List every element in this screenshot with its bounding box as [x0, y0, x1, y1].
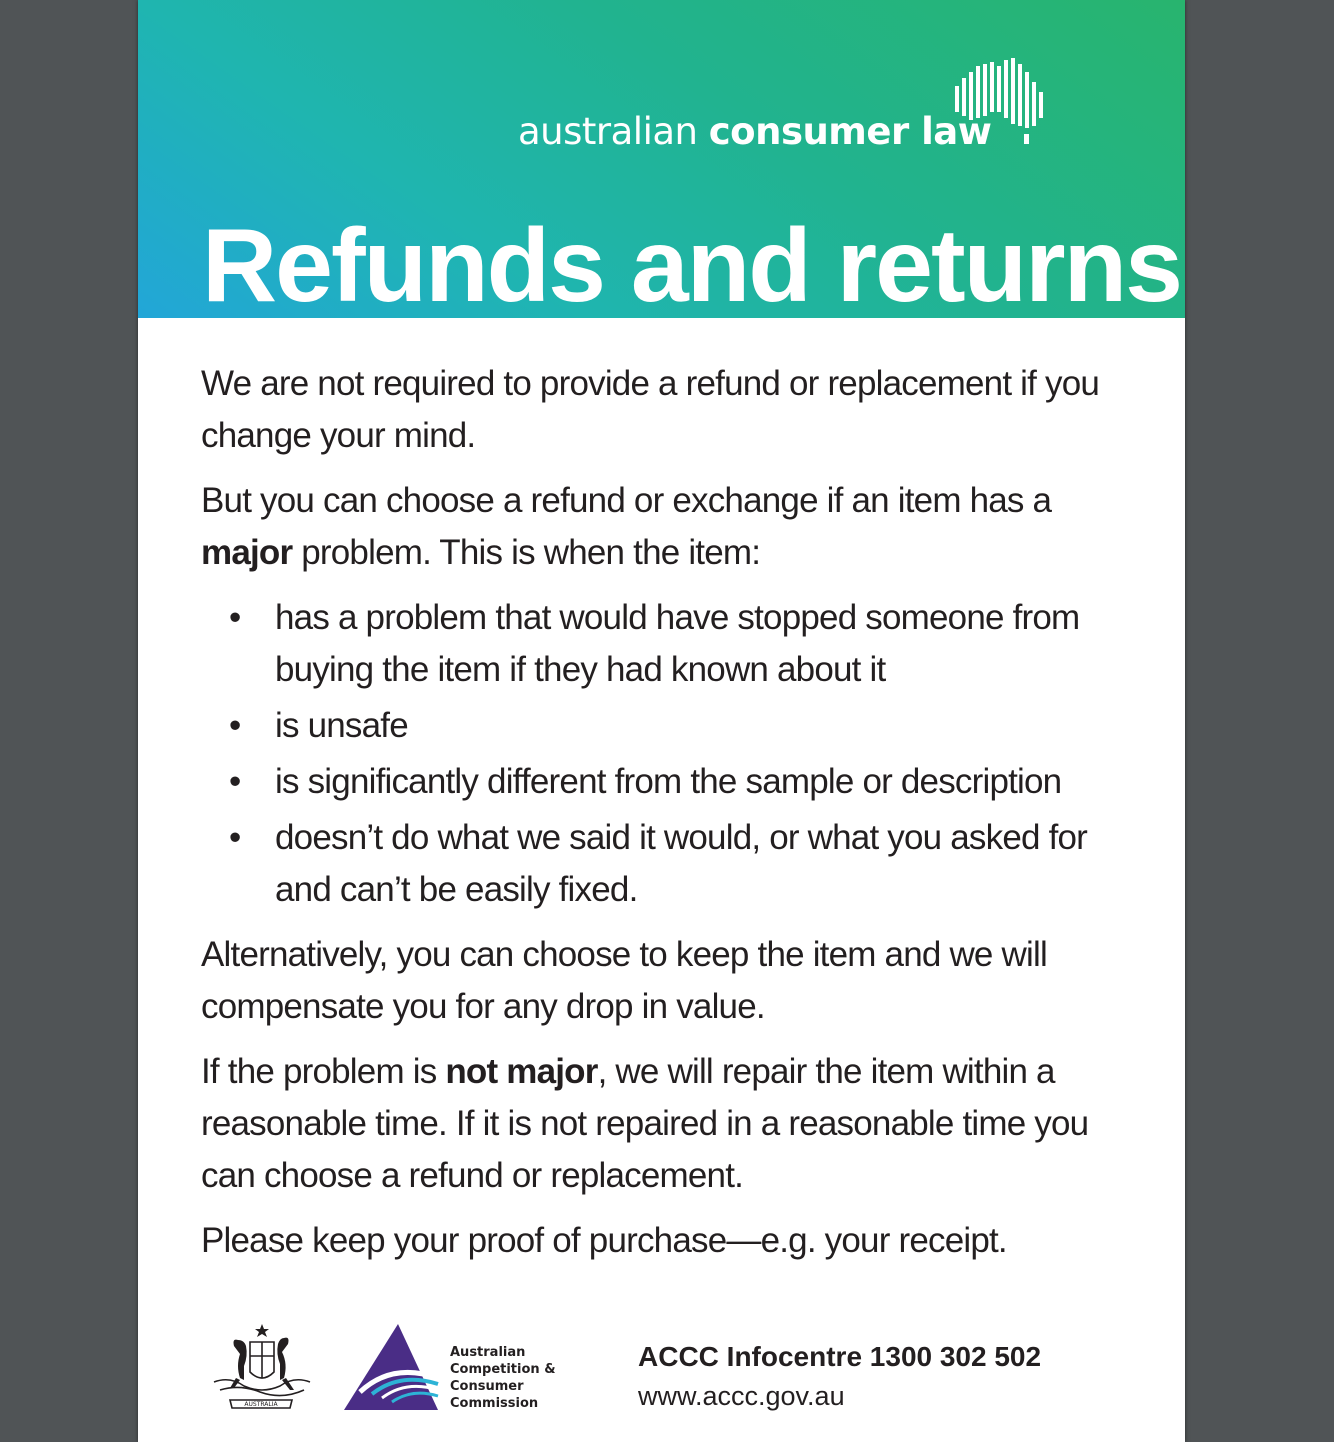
bullet-icon: • — [229, 706, 241, 745]
accc-name-block — [450, 1344, 556, 1412]
paragraph-not-major-post: , we will repair the item within a reasonable time. If it is not repaired in a reasonable time you can choose a refund or replacement. — [201, 1052, 1089, 1195]
accc-name-line: Australian — [450, 1345, 526, 1360]
paragraph-not-major — [201, 1046, 1141, 1202]
accc-name-line: Consumer — [450, 1379, 524, 1394]
infocentre-phone: ACCC Infocentre 1300 302 502 — [638, 1341, 1042, 1372]
list-item — [201, 756, 1141, 808]
brand-wordmark — [518, 110, 991, 153]
document-page — [138, 0, 1185, 1442]
page-title: Refunds and returns — [202, 208, 1181, 318]
list-item-text: is significantly different from the sample or description — [275, 762, 1062, 801]
paragraph-change-of-mind: We are not required to provide a refund or replacement if you change your mind. — [201, 364, 1100, 455]
paragraph-not-major-pre: If the problem is — [201, 1052, 446, 1091]
list-item — [201, 700, 1141, 752]
paragraph-compensation: Alternatively, you can choose to keep the item and we will compensate you for any drop in value. — [201, 935, 1047, 1026]
list-item-text: doesn’t do what we said it would, or what you asked for and can’t be easily fixed. — [275, 818, 1088, 909]
list-item-text: has a problem that would have stopped someone from buying the item if they had known about it — [275, 598, 1080, 689]
emphasis-major: major — [201, 533, 293, 572]
list-item — [201, 592, 1141, 696]
accc-logo-icon — [342, 1322, 442, 1412]
coat-of-arms-icon — [200, 1320, 322, 1412]
accc-name-line: Competition & — [450, 1362, 556, 1377]
brand-light-text: australian — [518, 110, 709, 153]
header-banner — [138, 0, 1185, 318]
brand-bold-text: consumer law — [708, 110, 992, 153]
paragraph-major-pre: But you can choose a refund or exchange if an item has a — [201, 481, 1052, 520]
paragraph-major-post: problem. This is when the item: — [292, 533, 761, 572]
major-problem-list — [201, 592, 1141, 916]
paragraph-proof-of-purchase: Please keep your proof of purchase—e.g. your receipt. — [201, 1221, 1007, 1260]
bullet-icon: • — [229, 818, 241, 857]
paragraph-major-problem — [201, 475, 1141, 579]
bullet-icon: • — [229, 762, 241, 801]
list-item — [201, 812, 1141, 916]
notice-body — [201, 358, 1141, 1280]
coat-of-arms-label: AUSTRALIA — [244, 1401, 278, 1408]
website-link[interactable]: www.accc.gov.au — [638, 1381, 845, 1411]
list-item-text: is unsafe — [275, 706, 408, 745]
accc-name-line: Commission — [450, 1396, 539, 1411]
bullet-icon: • — [229, 598, 241, 637]
emphasis-not-major: not major — [445, 1052, 598, 1091]
